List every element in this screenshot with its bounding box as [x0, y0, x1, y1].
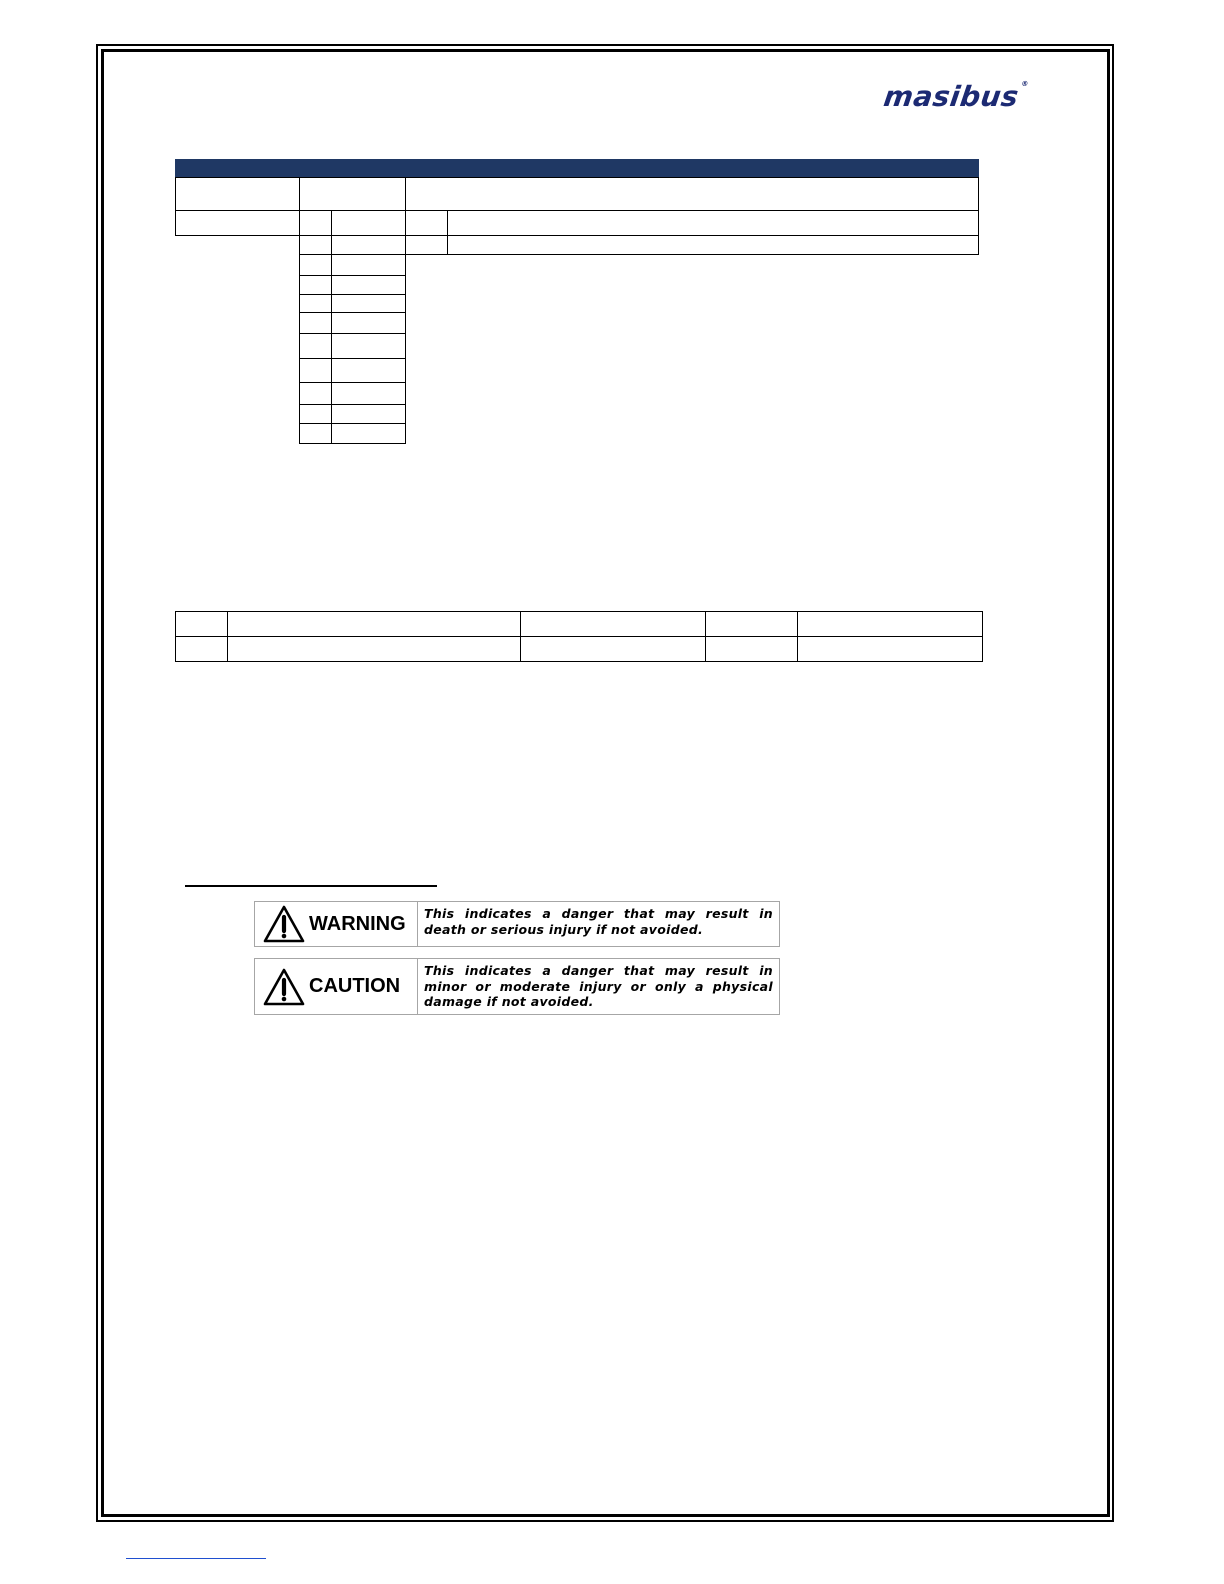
table-cell	[331, 404, 406, 424]
table-cell	[227, 636, 521, 662]
table-cell	[331, 254, 406, 276]
table-cell	[299, 177, 406, 211]
section-heading-underline	[185, 885, 437, 887]
table-cell	[299, 333, 332, 359]
warning-text: This indicates a danger that may result in death or serious injury if not avoided.	[424, 906, 773, 937]
table-header-bar	[175, 159, 979, 178]
caution-box	[254, 958, 780, 1015]
masibus-logo	[882, 80, 1030, 113]
caution-text: This indicates a danger that may result in minor or moderate injury or only a physical damage if not avoided.	[424, 963, 773, 1009]
table-cell	[227, 611, 521, 637]
table-cell	[705, 636, 798, 662]
warning-box	[254, 901, 780, 947]
table-cell	[331, 312, 406, 334]
page-border-inner	[101, 49, 1110, 1517]
warning-triangle-icon	[263, 968, 305, 1006]
table-cell	[447, 210, 979, 236]
warning-label: WARNING	[309, 912, 406, 935]
table-cell	[405, 235, 448, 255]
table-cell	[331, 382, 406, 405]
logo-text: masibus	[881, 80, 1021, 113]
table-cell	[331, 275, 406, 295]
table-cell	[299, 358, 332, 383]
table-cell	[299, 294, 332, 313]
table-cell	[175, 611, 228, 637]
table-cell	[299, 312, 332, 334]
table-cell	[175, 210, 300, 236]
table-cell	[331, 294, 406, 313]
table-cell	[175, 636, 228, 662]
table-cell	[299, 210, 332, 236]
table-cell	[447, 235, 979, 255]
table-cell	[405, 177, 979, 211]
table-cell	[331, 210, 406, 236]
table-cell	[331, 235, 406, 255]
table-cell	[299, 254, 332, 276]
table-cell	[331, 423, 406, 444]
warning-triangle-icon	[263, 905, 305, 943]
table-cell	[797, 636, 983, 662]
table-cell	[331, 358, 406, 383]
footer-link[interactable]	[126, 1558, 266, 1559]
table-cell	[331, 333, 406, 359]
table-cell	[405, 210, 448, 236]
table-cell	[520, 636, 706, 662]
table-cell	[299, 235, 332, 255]
table-cell	[299, 404, 332, 424]
table-cell	[299, 275, 332, 295]
table-cell	[705, 611, 798, 637]
warning-label-cell	[255, 902, 418, 946]
caution-label: CAUTION	[309, 975, 401, 997]
table-cell	[299, 382, 332, 405]
registered-mark: ®	[1020, 80, 1030, 88]
table-cell	[299, 423, 332, 444]
table-cell	[520, 611, 706, 637]
table-cell	[797, 611, 983, 637]
caution-label-cell	[255, 959, 418, 1014]
table-cell	[175, 177, 300, 211]
